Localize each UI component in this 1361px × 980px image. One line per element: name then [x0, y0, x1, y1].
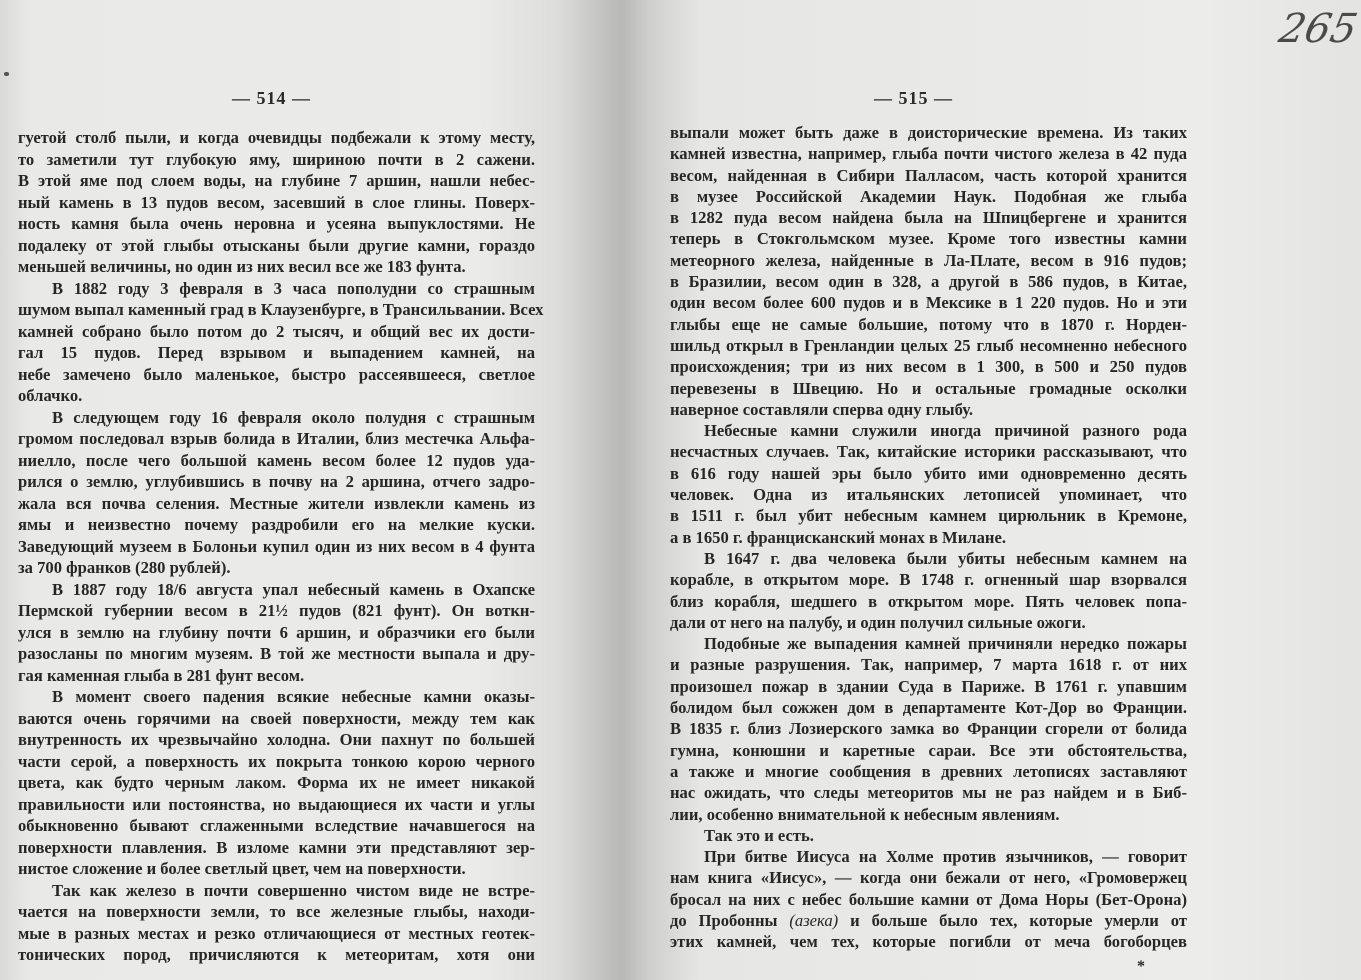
text-line: нам книга «Иисус», — когда они бежали от него, «Громовержец [670, 868, 1187, 888]
text-line: гумна, конюшни и каретные сараи. Все эти обстоятельства, [670, 740, 1187, 760]
text-line: шильд открыл в Гренландии целых 25 глыб несомненно небесного [670, 335, 1187, 355]
text-line: то заметили тут глубокую яму, шириною почти в 2 сажени. [18, 149, 535, 169]
italic-text: (азека) [789, 910, 839, 930]
text-line: за 700 франков (280 рублей). [18, 558, 231, 577]
text-segment: и больше было тех, которые умерли от [838, 910, 1187, 930]
text-line: перевезены в Швецию. Но и остальные громадные осколки [670, 378, 1187, 398]
text-line: Подобные же выпадения камней причиняли нередко пожары [704, 634, 1187, 654]
text-line: лии, особенно внимательной к небесным явлениям. [670, 804, 1060, 824]
text-line: бросал на них с небес большие камни от Дома Норы (Бет-Орона) [670, 889, 1187, 909]
text-line: нас ожидать, что следы метеоритов мы не раз найдем и в Биб- [670, 783, 1187, 803]
text-line: В следующем году 16 февраля около полудня с страшным [52, 407, 535, 427]
text-line: гая каменная глыба в 281 фунт весом. [18, 665, 305, 685]
text-line: несчастных случаев. Так, китайские историки рассказывают, что [670, 442, 1187, 462]
text-line: небе замечено было маленькое, быстро рассеявшееся, светлое [18, 364, 535, 384]
text-line: В этой яме под слоем воды, на глубине 7 аршин, нашли небес- [18, 171, 535, 190]
text-line: улся в землю на глубину почти 6 аршин, и образчики его были [18, 622, 535, 642]
text-line: в музее Российской Академии Наук. Подобная же глыба [670, 186, 1187, 206]
text-line: жала вся почва селения. Местные жители извлекли камень из [18, 493, 535, 513]
text-line: в 1282 пуда весом найдена была на Шпицбергене и хранится [670, 208, 1187, 228]
text-line: Так это и есть. [704, 825, 814, 845]
text-line: гуетой столб пыли, и когда очевидцы подбежали к этому месту, [18, 128, 535, 147]
left-page-text [18, 127, 544, 966]
text-line: внутренность их чрезвычайно холодна. Они пахнут по большей [18, 730, 535, 749]
text-line: а в 1650 г. францисканский монах в Милане. [670, 527, 1006, 547]
text-line: и разные разрушения. Так, например, 7 марта 1618 г. от них [670, 655, 1187, 675]
text-line: ваются очень горячими на своей поверхности, между тем как [18, 708, 535, 728]
text-line: В 1647 г. два человека были убиты небесным камнем на [704, 548, 1187, 568]
text-line: ность камня была очень неровна и усеяна выпуклостями. Не [18, 214, 535, 233]
text-line: метеорного железа, найденные в Ла-Плате, весом в 916 пудов; [670, 250, 1187, 270]
text-line: а также и многие сообщения в древних летописях заставляют [670, 761, 1187, 781]
text-line: в 1511 г. был убит небесным камнем цирюльник в Кремоне, [670, 506, 1187, 526]
text-line: меньшей величины, но один из них весил все же 183 фунта. [18, 257, 466, 276]
text-line: произошел пожар в здании Суда в Париже. В 1761 г. упавшим [670, 676, 1187, 696]
text-line: гал 15 пудов. Перед взрывом и выпадением камней, на [18, 343, 535, 362]
text-line: подалеку от этой глыбы отысканы были другие камни, гораздо [18, 235, 535, 255]
text-line: рился о землю, углубившись в почву на 2 аршина, отчего задро- [18, 472, 535, 491]
text-line: один весом более 600 пудов и в Мексике в 1 220 пудов. Но и эти [670, 293, 1187, 313]
text-line: тонических пород, причисляются к метеоритам, хотя они [18, 945, 535, 964]
text-line: части серой, а поверхность их покрыта тонкою корою черного [18, 751, 535, 771]
text-line: В 1882 году 3 февраля в 3 часа пополудни со страшным [52, 278, 535, 298]
text-line: ниелло, после чего большой камень весом более 12 пудов уда- [18, 450, 535, 470]
text-line: Заведующий музеем в Болоньи купил один из них весом в 4 фунта [18, 536, 535, 556]
text-line: шумом выпал каменный град в Клаузенбурге, в Трансильвании. Всех [18, 300, 544, 319]
page-number-right: — 515 — [874, 88, 953, 108]
text-line [670, 910, 1187, 931]
text-line: разосланы по многим музеям. В той же местности выпала и дру- [18, 644, 535, 663]
text-line: правильности или постоянства, но выдающиеся их части и углы [18, 794, 535, 814]
text-line: ямы и неизвестно почему раздробили его на мелкие куски. [18, 515, 535, 534]
text-line: в 616 году нашей эры было убито ими одновременно десять [670, 463, 1187, 483]
text-line: весом, найденная в Сибири Палласом, часть которой хранится [670, 165, 1187, 185]
text-line: глыбы еще не самые большие, потому что в 1870 г. Норден- [670, 314, 1187, 334]
text-line: близ корабля, шедшего в открытом море. Пять человек попа- [670, 591, 1187, 611]
text-line: камней известна, например, глыба почти чистого железа в 42 пуда [670, 144, 1187, 164]
text-line: корабле, в открытом море. В 1748 г. огненный шар взорвался [670, 570, 1187, 590]
text-line: Так как железо в почти совершенно чистом виде не встре- [52, 880, 535, 900]
text-line: человек. Одна из итальянских летописей упоминает, что [670, 485, 1187, 505]
text-line: чается на поверхности земли, то все железные глыбы, находи- [18, 902, 535, 921]
text-line: ный камень в 13 пудов весом, засевший в слое глины. Поверх- [18, 192, 535, 212]
text-line: наверное составляли сперва одну глыбу. [670, 399, 974, 419]
text-line: теперь в Стокгольмском музее. Кроме того известны камни [670, 229, 1187, 249]
text-line: этих камней, чем тех, которые погибли от меча богоборцев [670, 932, 1187, 952]
text-line: В 1835 г. близ Лозиерского замка во Франции сгорели от болида [670, 719, 1187, 739]
scan-speck [4, 72, 9, 76]
text-line: камней собрано было потом до 2 тысяч, и общий вес их дости- [18, 321, 535, 341]
text-line: поверхности плавления. В изломе камни эти представляют зер- [18, 837, 535, 857]
text-line: В 1887 году 18/6 августа упал небесный камень в Охапске [52, 579, 535, 599]
text-line: обыкновенно бывают сглаженными вследствие начавшегося на [18, 816, 535, 835]
text-line: Небесные камни служили иногда причиной разного рода [704, 421, 1187, 441]
text-line: мые в разных местах и резко отличающиеся от местных геотек- [18, 923, 535, 943]
text-line: облачко. [18, 386, 83, 405]
text-line: происхождения; три из них весом в 1 300, в 500 и 250 пудов [670, 357, 1187, 377]
text-line: дали от него на палубу, и один получил сильные ожоги. [670, 612, 1086, 632]
page-number-left: — 514 — [232, 88, 311, 108]
text-segment: до Пробонны [670, 910, 790, 930]
handwritten-archive-number: 265 [1275, 6, 1361, 52]
text-line: нистое сложение и более светлый цвет, чем на поверхности. [18, 859, 466, 878]
text-line: В момент своего падения всякие небесные камни оказы- [52, 687, 535, 706]
text-line: Пермской губернии весом в 21½ пудов (821 фунт). Он воткн- [18, 601, 535, 620]
text-line: громом последовал взрыв болида в Италии, близ местечка Альфа- [18, 429, 535, 448]
text-line: в Бразилии, весом один в 328, а другой в 586 пудов, в Китае, [670, 272, 1187, 292]
text-line: болидом был сожжен дом в департаменте Кот-Дор во Франции. [670, 698, 1187, 718]
text-line: выпали может быть даже в доисторические времена. Из таких [670, 123, 1187, 142]
right-page-text [670, 122, 1187, 953]
text-line: При битве Иисуса на Холме против язычников, — говорит [704, 847, 1187, 867]
footnote-mark: * [1137, 958, 1145, 975]
text-line: цвета, как будто черным лаком. Форма их не имеет никакой [18, 773, 535, 792]
